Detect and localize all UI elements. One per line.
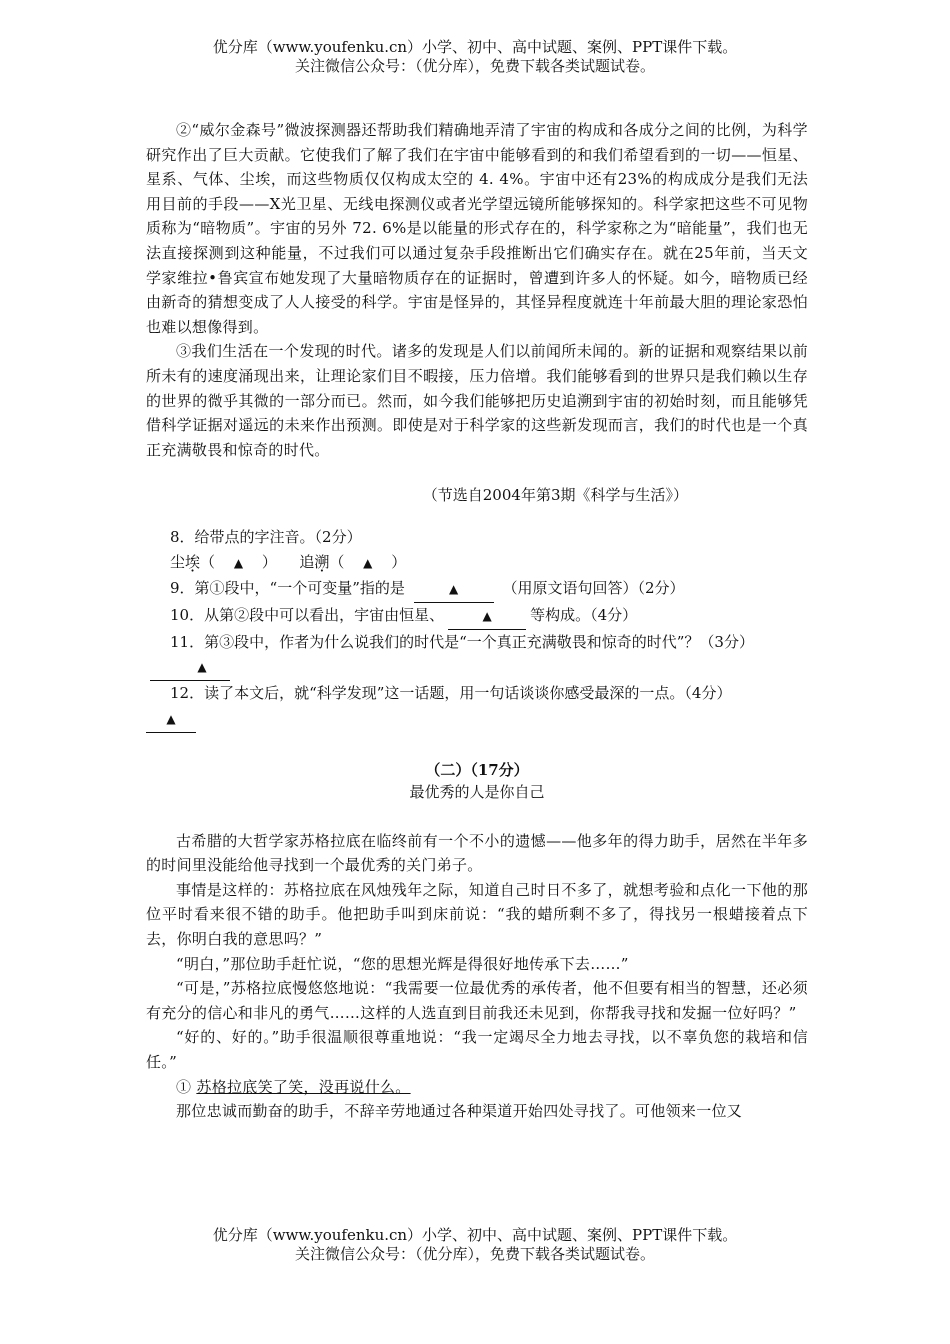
answer-blank-11[interactable]: ▲ [150, 654, 230, 681]
answer-blank-9[interactable]: ▲ [414, 576, 494, 603]
header-line-2: 关注微信公众号：（优分库），免费下载各类试题试卷。 [294, 57, 655, 75]
footer-line-1: 优分库（www.youfenku.cn）小学、初中、高中试题、案例、PPT课件下载。 [212, 1226, 738, 1244]
answer-mark-8a: ▲ [233, 556, 244, 571]
question-12: 12．读了本文后，就“科学发现”这一话题，用一句话谈谈你感受最深的一点。（4分） [170, 684, 732, 703]
question-12-answer-line [146, 706, 808, 733]
section2-paragraph-2: 事情是这样的：苏格拉底在风烛残年之际，知道自己时日不多了，就想考验和点化一下他的那位平时看来很不错的助手。他把助手叫到床前说：“我的蜡所剩不多了，得找另一根蜡接着点下去，你明白我的意思吗？” [146, 880, 808, 949]
section2-paragraph-6: ① 苏格拉底笑了笑，没再说什么。 [176, 1077, 411, 1096]
dotted-char-2: 溯 [314, 553, 330, 572]
answer-blank-12[interactable]: ▲ [146, 706, 196, 733]
section2-paragraph-1: 古希腊的大哲学家苏格拉底在临终前有一个不小的遗憾——他多年的得力助手，居然在半年多的时间里没能给他寻找到一个最优秀的关门弟子。 [146, 831, 808, 875]
answer-blank-10[interactable]: ▲ [448, 603, 526, 630]
question-8-words: 尘埃（ ▲ ） 追溯（ ▲ ） [170, 553, 407, 572]
question-9: 9．第①段中，“一个可变量”指的是 ▲ （用原文语句回答）（2分） [146, 576, 808, 603]
question-10: 10．从第②段中可以看出，宇宙由恒星、 ▲ 等构成。（4分） [146, 603, 808, 630]
document-body [146, 118, 808, 1124]
section2-paragraph-7: 那位忠诚而勤奋的助手，不辞辛劳地通过各种渠道开始四处寻找了。可他领来一位又 [176, 1102, 743, 1121]
underlined-sentence: 苏格拉底笑了笑，没再说什么。 [196, 1077, 411, 1096]
article1-paragraph-3: ③我们生活在一个发现的时代。诸多的发现是人们以前闻所未闻的。新的证据和观察结果以前所未有的速度涌现出来，让理论家们目不暇接，压力倍增。我们能够看到的世界只是我们赖以生存的世界的微乎其微的一部分而已。然而，如今我们能够把历史追溯到宇宙的初始时刻，而且能够凭借科学证据对遥远的未来作出预测。即使是对于科学家的这些新发现而言，我们的时代也是一个真正充满敬畏和惊奇的时代。 [146, 342, 808, 459]
page-header [0, 38, 950, 76]
header-line-1: 优分库（www.youfenku.cn）小学、初中、高中试题、案例、PPT课件下载。 [212, 38, 738, 56]
article1-paragraph-2: ②“威尔金森号”微波探测器还帮助我们精确地弄清了宇宙的构成和各成分之间的比例，为科学研究作出了巨大贡献。它使我们了解了我们在宇宙中能够看到的和我们希望看到的一切——恒星、星系、气体、尘埃，而这些物质仅仅构成太空的 4. 4%。宇宙中还有23%的构成成分是我们无法用目前的手段——X光卫星、无线电探测仪或者光学望远镜所能够探知的。科学家把这些不可见物质称为“暗物质”。宇宙的另外 72. 6%是以能量的形式存在的，科学家称之为“暗能量”，我们也无法直接探测到这种能量，不过我们可以通过复杂手段推断出它们确实存在。就在25年前，当天文学家维拉•鲁宾宣布她发现了大量暗物质存在的证据时，曾遭到许多人的怀疑。如今，暗物质已经由新奇的猜想变成了人人接受的科学。宇宙是怪异的，其怪异程度就连十年前最大胆的理论家恐怕也难以想像得到。 [146, 121, 808, 336]
question-8: 8．给带点的字注音。（2分） [170, 528, 362, 547]
section2-paragraph-5: “好的、好的。”助手很温顺很尊重地说：“我一定竭尽全力地去寻找，以不辜负您的栽培和信任。” [146, 1028, 808, 1072]
section-2-title: 最优秀的人是你自己 [409, 782, 545, 801]
dotted-char-1: 埃 [185, 553, 201, 572]
page-footer [0, 1226, 950, 1264]
question-11: 11．第③段中，作者为什么说我们的时代是“一个真正充满敬畏和惊奇的时代”？（3分）▲ [146, 630, 808, 682]
article1-source: （节选自2004年第3期《科学与生活》） [422, 486, 688, 505]
section-2-heading: （二）（17分） [425, 760, 529, 779]
answer-mark-8b: ▲ [363, 556, 373, 571]
section2-paragraph-4: “可是，”苏格拉底慢悠悠地说：“我需要一位最优秀的承传者，他不但要有相当的智慧，还必须有充分的信心和非凡的勇气……这样的人选直到目前我还未见到，你帮我寻找和发掘一位好吗？” [146, 979, 808, 1022]
footer-line-2: 关注微信公众号：（优分库），免费下载各类试题试卷。 [294, 1245, 655, 1263]
section2-paragraph-3: “明白，”那位助手赶忙说，“您的思想光辉是得很好地传承下去……” [176, 954, 629, 973]
